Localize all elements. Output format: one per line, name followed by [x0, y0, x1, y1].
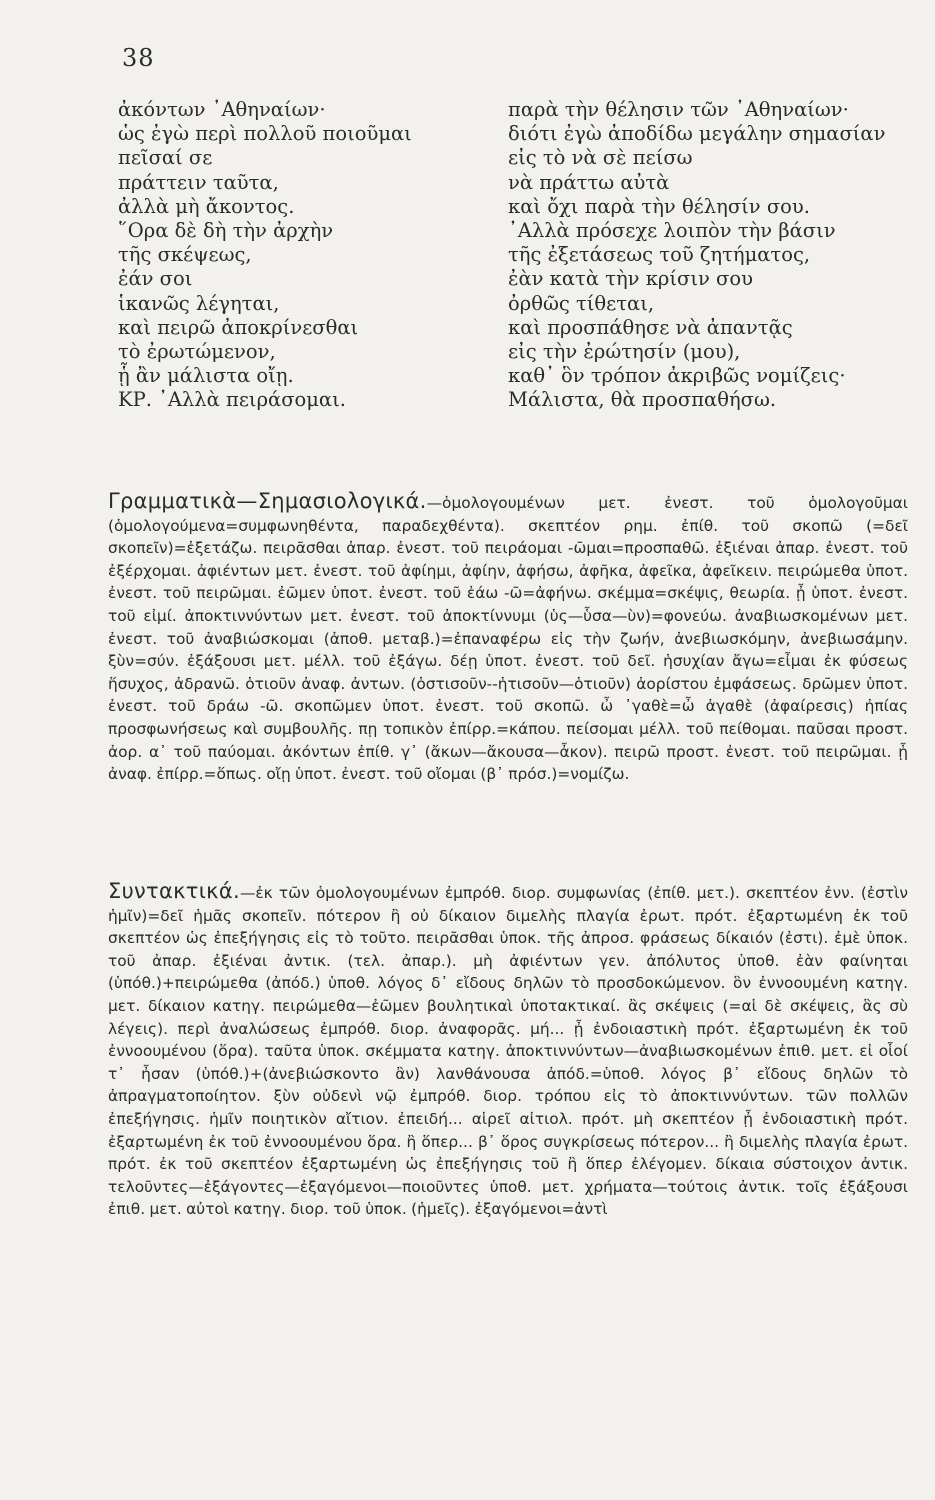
grammar-heading: Γραμματικὰ—Σημασιολογικά. [108, 489, 427, 513]
page-number: 38 [122, 44, 155, 72]
syntax-heading: Συντακτικά. [108, 879, 240, 903]
text-line: εἰς τὸ νὰ σὲ πείσω [508, 146, 693, 170]
text-line: ᾗ ἂν μάλιστα οἴῃ. [118, 364, 294, 388]
text-line: ἀκόντων ᾿Αθηναίων· [118, 98, 326, 121]
text-line: ἐάν σοι [118, 267, 193, 291]
text-line: πεῖσαί σε [118, 146, 213, 170]
text-line: εἰς τὴν ἐρώτησίν (μου), [508, 340, 741, 364]
text-line: ΚΡ. ᾿Αλλὰ πειράσομαι. [118, 388, 346, 412]
text-line: νὰ πράττω αὐτὰ [508, 170, 670, 194]
text-line: τῆς σκέψεως, [118, 243, 252, 267]
text-line: ἱκανῶς λέγηται, [118, 291, 280, 315]
greek-text-column [118, 98, 478, 413]
text-line: καὶ πειρῶ ἀποκρίνεσθαι [118, 315, 359, 339]
text-line: τὸ ἐρωτώμενον, [118, 340, 276, 364]
text-line: ὀρθῶς τίθεται, [508, 291, 655, 315]
syntax-notes-text: —ἐκ τῶν ὁμολογουμένων ἐμπρόθ. διορ. συμφωνίας (ἐπίθ. μετ.). σκεπτέον ἐνν. (ἐστὶν ἡμῖν)=δεῖ ἡμᾶς σκοπεῖν. πότερον ἢ οὐ δίκαιον διμελὴς πλαγία ἐρωτ. πρότ. ἐξαρτωμένη ἐκ τοῦ σκεπτέον ὡς ἐπεξήγησις εἰς τὸ τοῦτο. πειρᾶσθαι ὑποκ. τῆς ἀπροσ. φράσεως δίκαιόν (ἐστι). ἐμὲ ὑποκ. τοῦ ἀπαρ. ἐξιέναι ἀντικ. (τελ. ἀπαρ.). μὴ ἀφιέντων γεν. ἀπόλυτος ὑποθ. ἐὰν φαίνηται (ὑπόθ.)+πειρώμεθα (ἀπόδ.) ὑποθ. λόγος δ᾿ εἴδους δηλῶν τὸ προσδοκώμενον. ὃν ἐννοουμένη κατηγ. μετ. δίκαιον κατηγ. πειρώμεθα—ἐῶμεν βουλητικαὶ ὑποτακτικαί. ἂς σκέψεις (=αἱ δὲ σκέψεις, ἃς σὺ λέγεις). περὶ ἀναλώσεως ἐμπρόθ. διορ. ἀναφορᾶς. μή... ᾖ ἐνδοιαστικὴ πρότ. ἐξαρτωμένη ἐκ τοῦ ἐννοουμένου (ὅρα). ταῦτα ὑποκ. σκέμματα κατηγ. ἀποκτιννύντων—ἀναβιωσκομένων ἐπιθ. μετ. εἰ οἷοί τ᾿ ἦσαν (ὑπόθ.)+(ἀνεβιώσκοντο ἂν) λανθάνουσα ἀπόδ.=ὑποθ. λόγος β᾿ εἴδους δηλῶν τὸ ἀπραγματοποίητον. ξὺν οὐδενὶ νῷ ἐμπρόθ. διορ. τρόπου εἰς τὸ ἀποκτιννύντων. τῶν πολλῶν ἐπεξήγησις. ἡμῖν ποιητικὸν αἴτιον. ἐπειδή... αἱρεῖ αἰτιολ. πρότ. μὴ σκεπτέον ᾖ ἐνδοιαστικὴ πρότ. ἐξαρτωμένη ἐκ τοῦ ἐννοουμένου ὅρα. ἢ ὅπερ... β᾿ ὅρος συγκρίσεως πότερον... ἢ διμελὴς πλαγία ἐρωτ. πρότ. ἐκ τοῦ σκεπτέον ἐξαρτωμένη ὡς ἐπεξήγησις τοῦ ἢ ὅπερ ἐλέγομεν. δίκαια σύστοιχον ἀντικ. τελοῦντες—ἐξάγοντες—ἐξαγόμενοι—ποιοῦντες ὑποθ. μετ. χρήματα—τούτοις ἀντικ. τοῖς ἐξάξουσι ἐπιθ. μετ. αὐτοὶ κατηγ. διορ. τοῦ ὑποκ. (ἡμεῖς). ἐξαγόμενοι=ἀντὶ [108, 884, 908, 1219]
text-line: τῆς ἐξετάσεως τοῦ ζητήματος, [508, 243, 811, 267]
text-line: παρὰ τὴν θέλησιν τῶν ᾿Αθηναίων· [508, 98, 849, 121]
text-line: ἀλλὰ μὴ ἄκοντος. [118, 194, 295, 218]
text-line: καὶ ὄχι παρὰ τὴν θέλησίν σου. [508, 194, 810, 218]
text-line: ὡς ἐγὼ περὶ πολλοῦ ποιοῦμαι [118, 122, 412, 146]
text-line: διότι ἐγὼ ἀποδίδω μεγάλην σημασίαν [508, 122, 886, 146]
text-line: ᾿Αλλὰ πρόσεχε λοιπὸν τὴν βάσιν [508, 219, 836, 243]
text-line: Μάλιστα, θὰ προσπαθήσω. [508, 388, 777, 412]
text-line: πράττειν ταῦτα, [118, 170, 279, 194]
text-line: ῞Ορα δὲ δὴ τὴν ἀρχὴν [118, 219, 334, 243]
syntax-notes [108, 880, 908, 1221]
grammar-notes [108, 490, 908, 786]
text-line: ἐὰν κατὰ τὴν κρίσιν σου [508, 267, 753, 291]
grammar-notes-text: —ὁμολογουμένων μετ. ἐνεστ. τοῦ ὁμολογοῦμαι (ὁμολογούμενα=συμφωνηθέντα, παραδεχθέντα). σκεπτέον ρημ. ἐπίθ. τοῦ σκοπῶ (=δεῖ σκοπεῖν)=ἐξετάζω. πειρᾶσθαι ἀπαρ. ἐνεστ. τοῦ πειράομαι -ῶμαι=προσπαθῶ. ἐξιέναι ἀπαρ. ἐνεστ. τοῦ ἐξέρχομαι. ἀφιέντων μετ. ἐνεστ. τοῦ ἀφίημι, ἀφίην, ἀφήσω, ἀφῆκα, ἀφεῖκα, ἀφεῖκειν. πειρώμεθα ὑποτ. ἐνεστ. τοῦ πειρῶμαι. ἐῶμεν ὑποτ. ἐνεστ. τοῦ ἐάω -ῶ=ἀφήνω. σκέμμα=σκέψις, θεωρία. ᾖ ὑποτ. ἐνεστ. τοῦ εἰμί. ἀποκτιννύντων μετ. ἐνεστ. τοῦ ἀποκτίννυμι (ὑς—ὗσα—ὺν)=φονεύω. ἀναβιωσκομένων μετ. ἐνεστ. τοῦ ἀναβιώσκομαι (ἀποθ. μεταβ.)=ἐπαναφέρω εἰς τὴν ζωήν, ἀνεβιωσκόμην, ἀνεβιωσάμην. ξὺν=σύν. ἐξάξουσι μετ. μέλλ. τοῦ ἐξάγω. δέῃ ὑποτ. ἐνεστ. τοῦ δεῖ. ἡσυχίαν ἄγω=εἶμαι ἐκ φύσεως ἥσυχος, ἀδρανῶ. ὁτιοῦν ἀναφ. ἀντων. (ὁστισοῦν--ἡτισοῦν—ὁτιοῦν) ἀορίστου ἐμφάσεως. δρῶμεν ὑποτ. ἐνεστ. τοῦ δράω -ῶ. σκοπῶμεν ὑποτ. ἐνεστ. τοῦ σκοπῶ. ὦ ᾿γαθὲ=ὦ ἀγαθὲ (ἀφαίρεσις) ἠπίας προσφωνήσεως καὶ συμβουλῆς. πῃ τοπικὸν ἐπίρρ.=κάπου. πείσομαι μέλλ. τοῦ πείθομαι. παῦσαι προστ. ἀορ. α᾿ τοῦ παύομαι. ἀκόντων ἐπίθ. γ᾿ (ἄκων—ἄκουσα—ἆκον). πειρῶ προστ. ἐνεστ. τοῦ πειρῶμαι. ᾗ ἀναφ. ἐπίρρ.=ὅπως. οἴῃ ὑποτ. ἐνεστ. τοῦ οἴομαι (β᾿ πρόσ.)=νομίζω. [108, 494, 908, 784]
text-line: καὶ προσπάθησε νὰ ἀπαντᾷς [508, 315, 793, 339]
translation-column [508, 98, 908, 413]
text-line: καθ᾿ ὃν τρόπον ἀκριβῶς νομίζεις· [508, 364, 846, 388]
